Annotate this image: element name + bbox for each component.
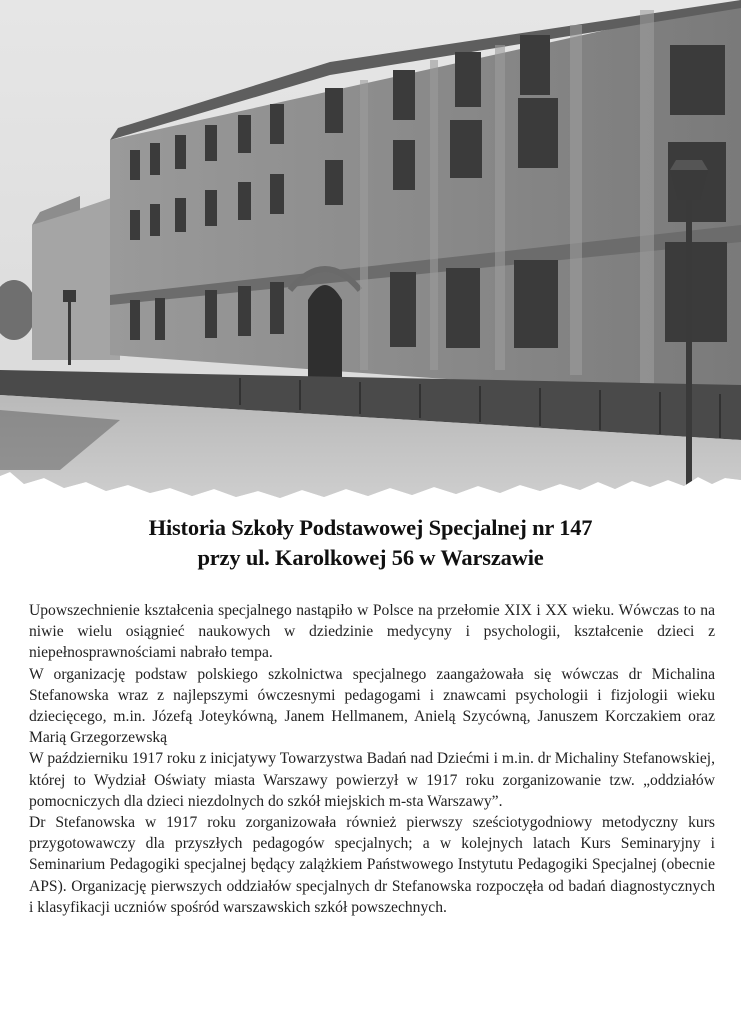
page-title bbox=[0, 513, 741, 573]
title-line-2: przy ul. Karolkowej 56 w Warszawie bbox=[197, 545, 544, 570]
historic-school-building-photo bbox=[0, 0, 741, 505]
paragraph-1: Upowszechnienie kształcenia specjalnego nastąpiło w Polsce na przełomie XIX i XX wieku. Wówczas to na niwie wielu osiągnieć naukowych w dziedzinie medycyny i psychologii, kształcenie dzieci z niepełnosprawnościami nabrało tempa. bbox=[29, 602, 715, 662]
title-line-1: Historia Szkoły Podstawowej Specjalnej nr 147 bbox=[148, 515, 593, 540]
paragraph-3: W październiku 1917 roku z inicjatywy Towarzystwa Badań nad Dziećmi i m.in. dr Michaliny Stefanowskiej, której to Wydział Oświaty miasta Warszawy powierzył w 1917 roku zorganizowanie tzw. „oddziałów pomocniczych dla dzieci niezdolnych do szkół miejskich m-sta Warszawy”. bbox=[29, 750, 715, 810]
paragraph-2: W organizację podstaw polskiego szkolnictwa specjalnego zaangażowała się wówczas dr Michalina Stefanowska wraz z najlepszymi ówczesnymi pedagogami i znawcami psychologii i fizjologii wieku dziecięcego, m.in. Józefą Joteykówną, Janem Hellmanem, Anielą Szycówną, Januszem Korczakiem oraz Marią Grzegorzewską bbox=[29, 665, 715, 747]
article-body bbox=[29, 600, 715, 918]
paragraph-4: Dr Stefanowska w 1917 roku zorganizowała również pierwszy sześciotygodniowy metodyczny kurs przygotowawczy dla przyszłych pedagogów specjalnych; a w kolejnych latach Kurs Seminaryjny i Seminarium Pedagogiki specjalnej będący zalążkiem Państwowego Instytutu Pedagogiki Specjalnej (obecnie APS). Organizację pierwszych oddziałów specjalnych dr Stefanowska rozpoczęła od badań diagnostycznych i klasyfikacji uczniów spośród warszawskich szkół powszechnych. bbox=[29, 814, 715, 916]
